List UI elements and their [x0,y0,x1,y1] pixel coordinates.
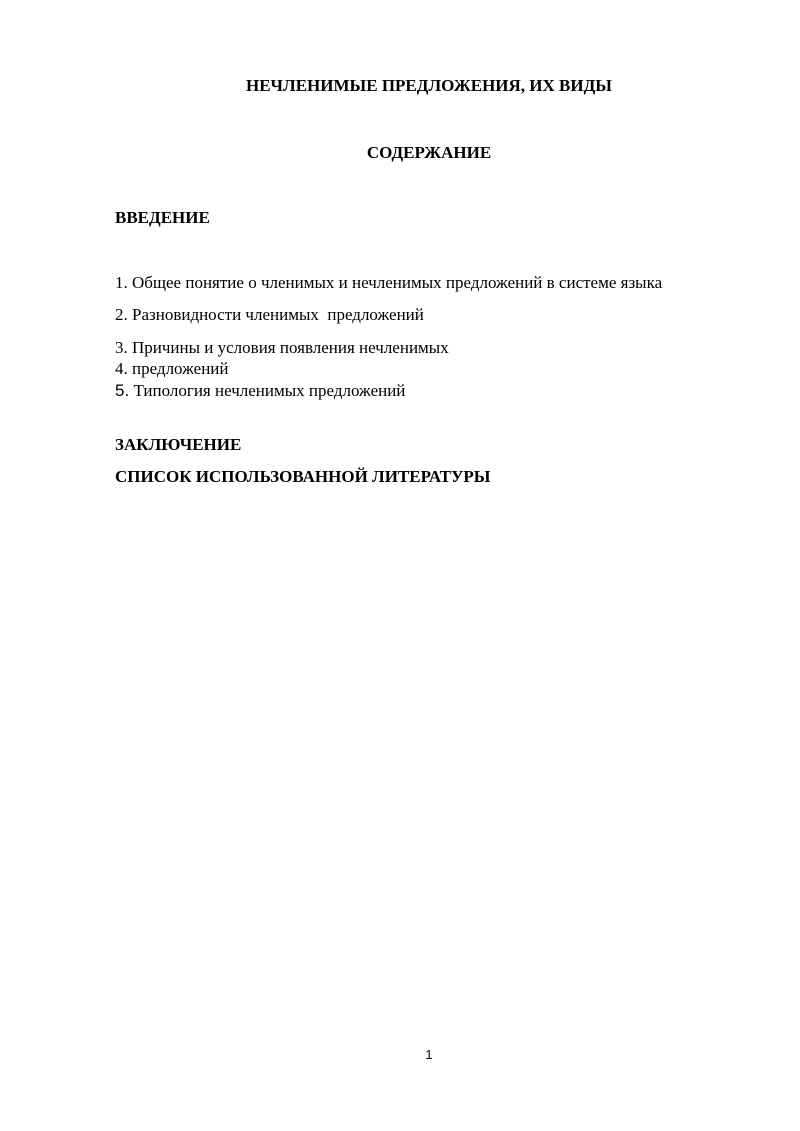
toc-item-text: Разновидности членимых предложений [132,305,424,324]
document-title: НЕЧЛЕНИМЫЕ ПРЕДЛОЖЕНИЯ, ИХ ВИДЫ [246,76,612,95]
introduction-heading: ВВЕДЕНИЕ [115,208,210,227]
toc-item-number: 3. [115,338,128,357]
toc-item [115,381,405,401]
toc-item-number: 1. [115,273,128,292]
toc-item [115,338,449,358]
toc-item-number: 2. [115,305,128,324]
toc-heading: СОДЕРЖАНИЕ [366,143,492,162]
toc-item-text: Общее понятие о членимых и нечленимых предложений в системе языка [132,273,663,292]
toc-item-text: предложений [132,359,229,378]
toc-item-number: 4. [115,359,128,378]
toc-item-number: 5. [115,381,130,400]
toc-item [115,273,662,293]
toc-item-text: Типология нечленимых предложений [133,381,406,400]
conclusion-heading: ЗАКЛЮЧЕНИЕ [115,435,242,454]
toc-item [115,305,424,325]
toc-item [115,359,229,379]
bibliography-heading: СПИСОК ИСПОЛЬЗОВАННОЙ ЛИТЕРАТУРЫ [115,467,491,486]
page-number: 1 [425,1047,433,1062]
toc-item-text: Причины и условия появления нечленимых [132,338,449,357]
